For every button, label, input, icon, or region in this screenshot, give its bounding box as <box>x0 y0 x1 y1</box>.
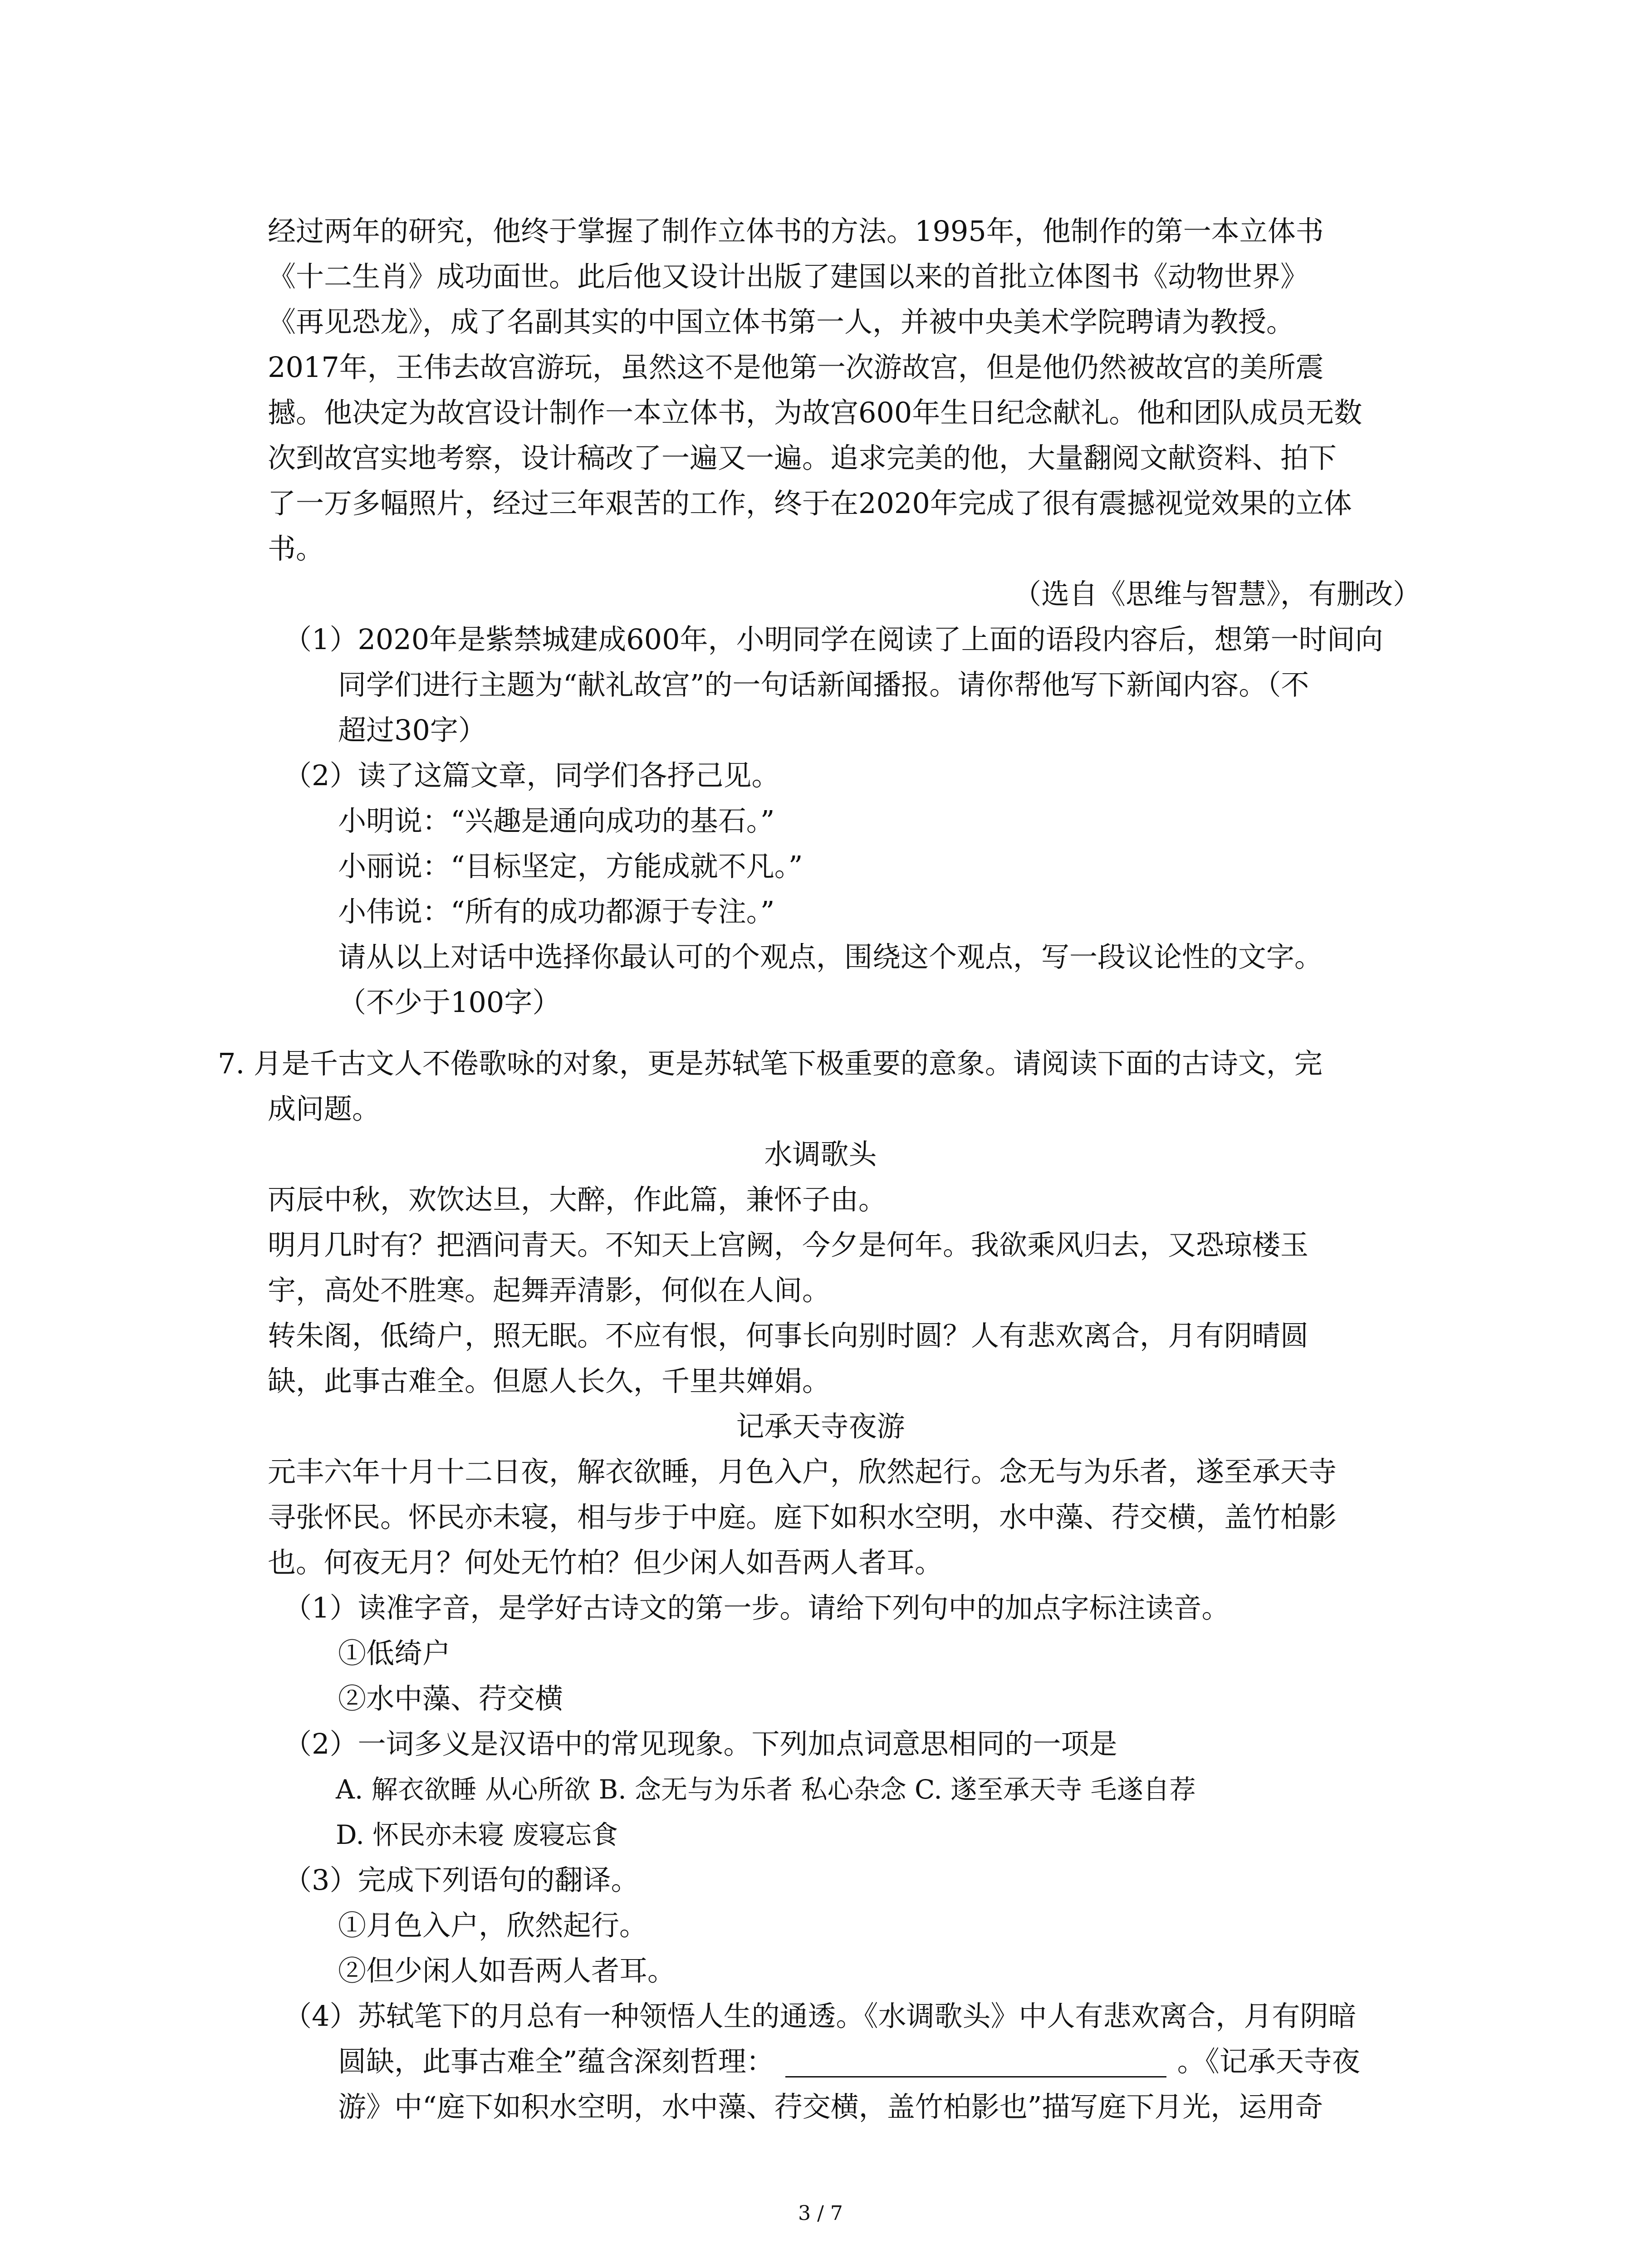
poem2-line: 也。何夜无月？何处无竹柏？但少闲人如吾两人者耳。 <box>268 1546 943 1579</box>
passage-line: 经过两年的研究，他终于掌握了制作立体书的方法。1995年，他制作的第一本立体书 <box>268 215 1324 248</box>
q6-sub2-line: 小伟说：“所有的成功都源于专注。” <box>338 895 775 928</box>
q6-sub1-label: （1）2020年是紫禁城建成600年，小明同学在阅读了上面的语段内容后，想第一时间向 <box>284 623 1383 656</box>
passage-line: 书。 <box>268 532 324 565</box>
poem1-line: 转朱阁，低绮户，照无眠。不应有恨，何事长向别时圆？人有悲欢离合，月有阴晴圆 <box>268 1319 1309 1352</box>
page-number: 3 / 7 <box>798 2202 843 2225</box>
q7-sub3-item: ①月色入户，欣然起行。 <box>338 1909 648 1942</box>
passage-line: 撼。他决定为故宫设计制作一本立体书，为故宫600年生日纪念献礼。他和团队成员无数 <box>268 396 1362 429</box>
q7-sub2-label: （2）一词多义是汉语中的常见现象。下列加点词意思相同的一项是 <box>284 1727 1117 1760</box>
poem1-line: 明月几时有？把酒问青天。不知天上宫阙，今夕是何年。我欲乘风归去，又恐琼楼玉 <box>268 1228 1309 1261</box>
q6-sub2-line: 小丽说：“目标坚定，方能成就不凡。” <box>338 850 803 883</box>
q7-sub4-label: （4）苏轼笔下的月总有一种领悟人生的通透。《水调歌头》中人有悲欢离合，月有阴暗 <box>284 1999 1357 2033</box>
q6-sub2-line: 请从以上对话中选择你最认可的个观点，围绕这个观点，写一段议论性的文字。 <box>338 940 1323 973</box>
q7-sub1-item: ①低绮户 <box>338 1637 451 1670</box>
q7-sub4-text: 。《记承天寺夜 <box>1177 2045 1360 2078</box>
passage-line: 了一万多幅照片，经过三年艰苦的工作，终于在2020年完成了很有震撼视觉效果的立体 <box>268 487 1352 520</box>
answer-blank[interactable] <box>785 2050 1166 2077</box>
q7-sub3-label: （3）完成下列语句的翻译。 <box>284 1863 639 1897</box>
q6-sub2-line: （不少于100字） <box>338 986 561 1019</box>
q7-sub4-line: 游》中“庭下如积水空明，水中藻、荇交横，盖竹柏影也”描写庭下月光，运用奇 <box>338 2090 1323 2123</box>
q6-sub2-label: （2）读了这篇文章，同学们各抒己见。 <box>284 759 780 792</box>
poem1-line: 丙辰中秋，欢饮达旦，大醉，作此篇，兼怀子由。 <box>268 1183 887 1216</box>
passage-line: 2017年，王伟去故宫游玩，虽然这不是他第一次游故宫，但是他仍然被故宫的美所震 <box>268 351 1324 384</box>
passage-source: （选自《思维与智慧》，有删改） <box>1013 577 1421 611</box>
q7-sub4-line <box>338 2046 1360 2077</box>
q6-sub1-text: 同学们进行主题为“献礼故宫”的一句话新闻播报。请你帮他写下新闻内容。（不 <box>338 668 1309 701</box>
passage-line: 《十二生肖》成功面世。此后他又设计出版了建国以来的首批立体图书《动物世界》 <box>268 260 1309 293</box>
poem2-line: 寻张怀民。怀民亦未寝，相与步于中庭。庭下如积水空明，水中藻、荇交横，盖竹柏影 <box>268 1501 1337 1534</box>
q6-sub1-text: 超过30字） <box>338 714 486 747</box>
q7-intro: 7. 月是千古文人不倦歌咏的对象，更是苏轼笔下极重要的意象。请阅读下面的古诗文，完 <box>218 1047 1323 1080</box>
q7-sub1-label: （1）读准字音，是学好古诗文的第一步。请给下列句中的加点字标注读音。 <box>284 1591 1230 1624</box>
passage-line: 《再见恐龙》，成了名副其实的中国立体书第一人，并被中央美术学院聘请为教授。 <box>268 305 1295 338</box>
passage-line: 次到故宫实地考察，设计稿改了一遍又一遍。追求完美的他，大量翻阅文献资料、拍下 <box>268 441 1337 474</box>
q7-sub4-text: 圆缺，此事古难全”蕴含深刻哲理： <box>338 2045 774 2078</box>
q7-intro-cont: 成问题。 <box>268 1092 381 1125</box>
q7-sub1-item: ②水中藻、荇交横 <box>338 1682 563 1715</box>
q7-sub3-item: ②但少闲人如吾两人者耳。 <box>338 1954 676 1987</box>
poem1-line: 缺，此事古难全。但愿人长久，千里共婵娟。 <box>268 1364 831 1398</box>
poem1-line: 宇，高处不胜寒。起舞弄清影，何似在人间。 <box>268 1274 831 1307</box>
q7-sub2-options: A. 解衣欲睡 从心所欲 B. 念无与为乐者 私心杂念 C. 遂至承天寺 毛遂自荐 <box>336 1774 1196 1805</box>
q6-sub2-line: 小明说：“兴趣是通向成功的基石。” <box>338 804 775 837</box>
poem1-title: 水调歌头 <box>764 1138 877 1171</box>
q7-sub2-options: D. 怀民亦未寝 废寝忘食 <box>336 1819 618 1850</box>
poem2-line: 元丰六年十月十二日夜，解衣欲睡，月色入户，欣然起行。念无与为乐者，遂至承天寺 <box>268 1455 1337 1488</box>
poem2-title: 记承天寺夜游 <box>736 1410 905 1443</box>
